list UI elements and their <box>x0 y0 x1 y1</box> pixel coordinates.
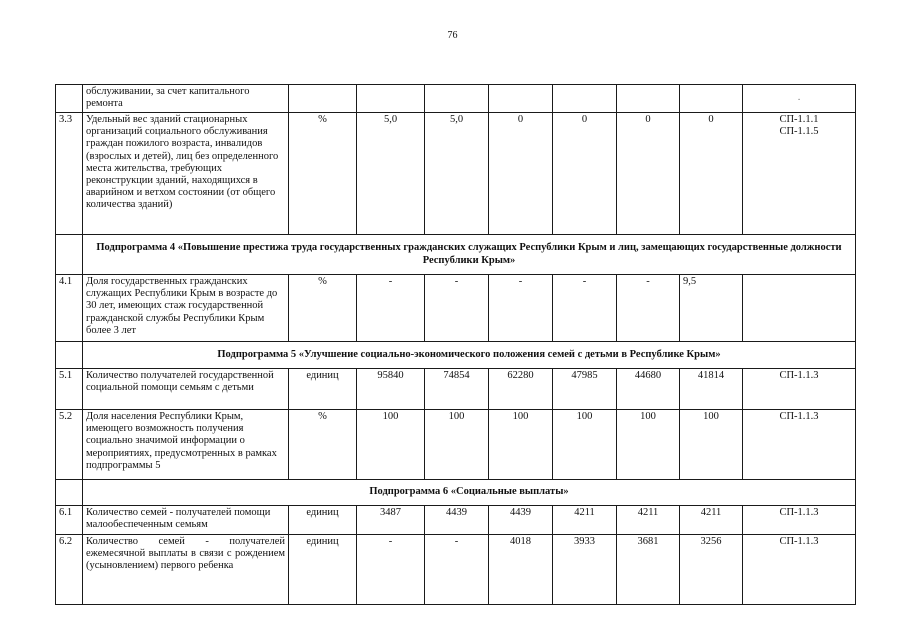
value-cell: - <box>489 275 553 342</box>
section-title: Подпрограмма 5 «Улучшение социально-экономического положения семей с детьми в Республике Крым» <box>83 342 856 369</box>
unit-cell: единиц <box>289 506 357 535</box>
value-cell: 3487 <box>357 506 425 535</box>
value-cell: 5,0 <box>357 113 425 235</box>
value-cell: 62280 <box>489 369 553 410</box>
value-cell: 100 <box>553 410 617 480</box>
value-cell: 44680 <box>617 369 680 410</box>
value-cell: 3681 <box>617 535 680 605</box>
page-number: 76 <box>447 30 458 41</box>
value-cell: 9,5 <box>680 275 743 342</box>
value-cell: - <box>617 275 680 342</box>
row-number: 5.1 <box>56 369 83 410</box>
value-cell: 0 <box>489 113 553 235</box>
table-row <box>56 369 856 410</box>
value-cell: 4211 <box>553 506 617 535</box>
value-cell: 0 <box>553 113 617 235</box>
indicator-name: Количество семей - получателей ежемесячной выплаты в связи с рождением (усыновлением) первого ребенка <box>83 535 289 605</box>
indicator-name: Доля населения Республики Крым, имеющего возможность получения социально значимой информации о мероприятиях, предусмотренных в рамках подпрограммы 5 <box>83 410 289 480</box>
section-header-row <box>56 342 856 369</box>
value-cell: 100 <box>617 410 680 480</box>
unit-cell: единиц <box>289 369 357 410</box>
unit-cell: % <box>289 113 357 235</box>
value-cell: 4439 <box>425 506 489 535</box>
table-row <box>56 535 856 605</box>
unit-cell: % <box>289 275 357 342</box>
program-code: СП-1.1.3 <box>743 410 856 480</box>
row-number <box>56 85 83 113</box>
value-cell: 100 <box>425 410 489 480</box>
indicator-name: обслуживании, за счет капитального ремонта <box>83 85 289 113</box>
value-cell: 41814 <box>680 369 743 410</box>
section-title: Подпрограмма 4 «Повышение престижа труда государственных гражданских служащих Республики Крым и лиц, замещающих государственные должности Республики Крым» <box>83 235 856 275</box>
row-number: 6.2 <box>56 535 83 605</box>
value-cell: 0 <box>680 113 743 235</box>
value-cell: - <box>357 275 425 342</box>
value-cell: - <box>553 275 617 342</box>
row-number: 3.3 <box>56 113 83 235</box>
indicators-table <box>55 84 856 605</box>
value-cell: 100 <box>680 410 743 480</box>
value-cell: 3933 <box>553 535 617 605</box>
value-cell: 4211 <box>617 506 680 535</box>
section-header-row <box>56 235 856 275</box>
value-cell: 3256 <box>680 535 743 605</box>
value-cell: 100 <box>357 410 425 480</box>
value-cell: - <box>425 535 489 605</box>
table-row <box>56 506 856 535</box>
indicator-name: Доля государственных гражданских служащих Республики Крым в возрасте до 30 лет, имеющих стаж государственной гражданской службы Республики Крым более 3 лет <box>83 275 289 342</box>
program-code: . <box>743 85 856 113</box>
table-row <box>56 113 856 235</box>
value-cell: 5,0 <box>425 113 489 235</box>
indicator-name: Удельный вес зданий стационарных организаций социального обслуживания граждан пожилого возраста, инвалидов (взрослых и детей), лиц без определенного места жительства, требующих реконструкции зданий, находящихся в аварийном и ветхом состоянии (от общего количества зданий) <box>83 113 289 235</box>
unit-cell: % <box>289 410 357 480</box>
value-cell: 74854 <box>425 369 489 410</box>
table-row <box>56 410 856 480</box>
table-row <box>56 85 856 113</box>
row-number: 6.1 <box>56 506 83 535</box>
value-cell: 4018 <box>489 535 553 605</box>
value-cell: 0 <box>617 113 680 235</box>
indicator-name: Количество получателей государственной социальной помощи семьям с детьми <box>83 369 289 410</box>
indicator-name: Количество семей - получателей помощи малообеспеченным семьям <box>83 506 289 535</box>
value-cell: 47985 <box>553 369 617 410</box>
value-cell: 4211 <box>680 506 743 535</box>
value-cell: - <box>425 275 489 342</box>
value-cell: 4439 <box>489 506 553 535</box>
row-number: 5.2 <box>56 410 83 480</box>
section-header-row <box>56 480 856 506</box>
program-code: СП-1.1.3 <box>743 535 856 605</box>
section-title: Подпрограмма 6 «Социальные выплаты» <box>83 480 856 506</box>
table-row <box>56 275 856 342</box>
program-code: СП-1.1.3 <box>743 369 856 410</box>
value-cell: - <box>357 535 425 605</box>
unit-cell: единиц <box>289 535 357 605</box>
value-cell: 100 <box>489 410 553 480</box>
row-number: 4.1 <box>56 275 83 342</box>
program-code: СП-1.1.3 <box>743 506 856 535</box>
program-code <box>743 275 856 342</box>
value-cell: 95840 <box>357 369 425 410</box>
program-code: СП-1.1.1 СП-1.1.5 <box>743 113 856 235</box>
